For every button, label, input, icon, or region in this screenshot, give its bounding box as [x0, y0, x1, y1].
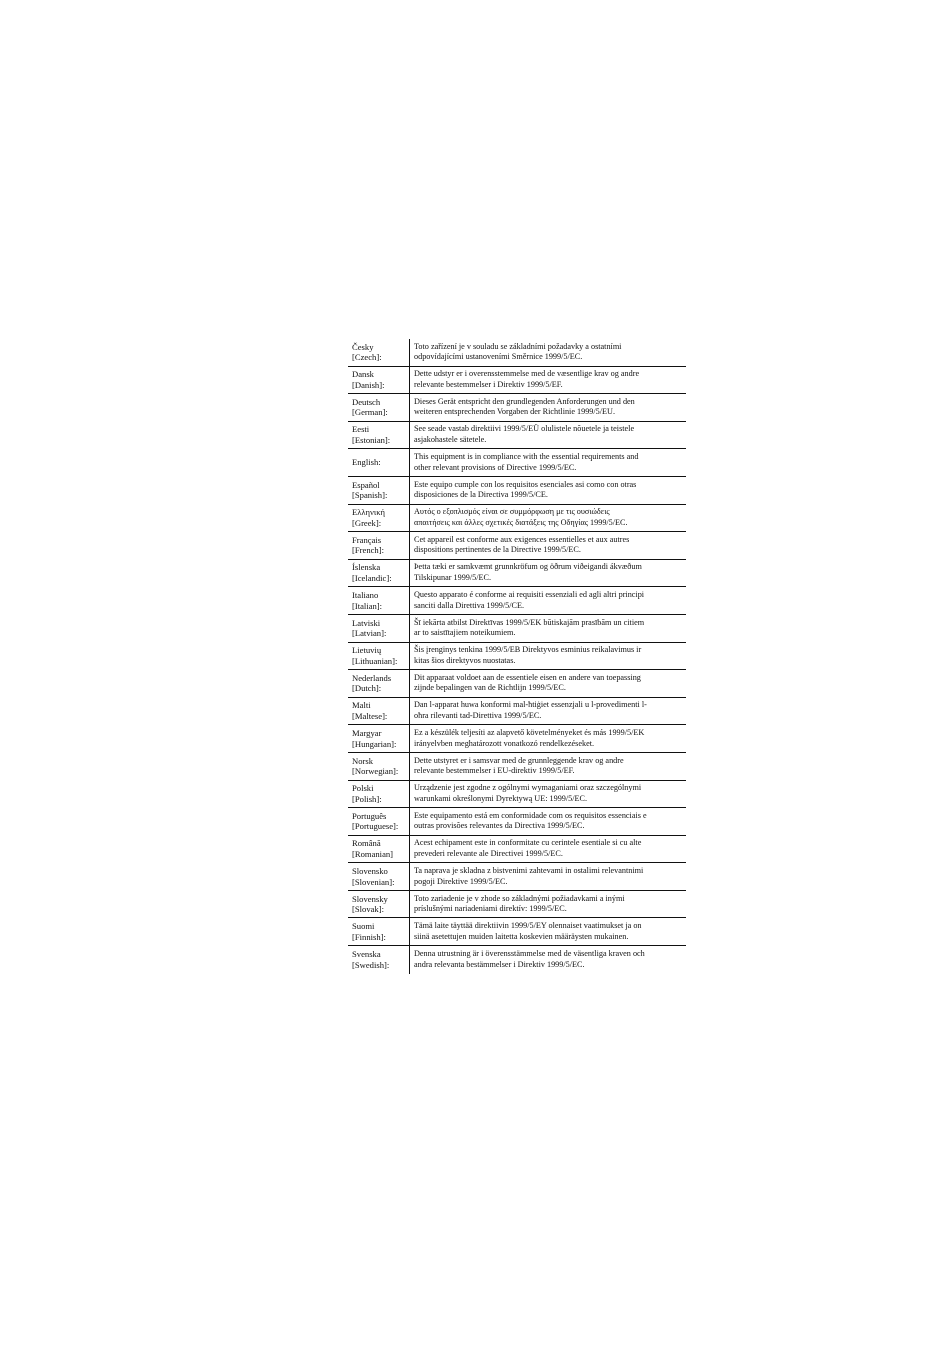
statement-line: Ta naprava je skladna z bistvenimi zahtevami in ostalimi relevantnimi — [414, 865, 644, 875]
language-cell — [348, 946, 409, 974]
language-cell — [348, 753, 409, 780]
compliance-statement — [410, 532, 686, 559]
language-name: Norsk — [352, 755, 374, 766]
language-name: Slovensky — [352, 893, 388, 904]
table-row — [348, 532, 686, 560]
language-tag: [Hungarian]: — [352, 738, 397, 749]
language-name: Suomi — [352, 921, 375, 932]
language-cell — [348, 560, 409, 587]
compliance-statement — [410, 946, 686, 974]
compliance-table — [348, 339, 686, 974]
language-name: Česky — [352, 341, 374, 352]
statement-line: pogoji Direktive 1999/5/EC. — [414, 876, 508, 886]
table-row — [348, 339, 686, 367]
language-tag: [Estonian]: — [352, 435, 391, 446]
table-row — [348, 560, 686, 588]
language-tag: [Norwegian]: — [352, 766, 399, 777]
language-name: Eesti — [352, 424, 370, 435]
compliance-statement — [410, 753, 686, 780]
language-name: Nederlands — [352, 672, 392, 683]
table-row — [348, 449, 686, 477]
compliance-statement — [410, 449, 686, 476]
table-row — [348, 725, 686, 753]
language-cell — [348, 367, 409, 394]
language-tag: [Slovak]: — [352, 904, 384, 915]
statement-line: outras provisões relevantes da Directiva 1999/5/EC. — [414, 821, 585, 831]
table-row — [348, 946, 686, 974]
statement-line: Dette utstyret er i samsvar med de grunnleggende krav og andre — [414, 755, 624, 765]
language-name: Italiano — [352, 590, 379, 601]
compliance-statement — [410, 422, 686, 449]
statement-line: kitas šios direktyvos nuostatas. — [414, 655, 516, 665]
statement-line: sanciti dalla Direttiva 1999/5/CE. — [414, 600, 525, 610]
language-tag: [Latvian]: — [352, 628, 387, 639]
statement-line: Þetta tæki er samkvæmt grunnkröfum og öðrum viðeigandi ákvæðum — [414, 562, 642, 572]
statement-line: Urządzenie jest zgodne z ogólnymi wymaganiami oraz szczególnymi — [414, 783, 642, 793]
language-name: Malti — [352, 700, 371, 711]
language-tag: [German]: — [352, 407, 388, 418]
statement-line: oħra rilevanti tad-Direttiva 1999/5/EC. — [414, 711, 542, 721]
language-cell — [348, 863, 409, 890]
compliance-statement — [410, 698, 686, 725]
compliance-statement — [410, 505, 686, 532]
language-name: Polski — [352, 783, 374, 794]
language-tag: [Romanian] — [352, 848, 394, 859]
language-tag: [Maltese]: — [352, 711, 388, 722]
language-cell — [348, 725, 409, 752]
statement-line: asjakohastele sätetele. — [414, 435, 487, 445]
table-row — [348, 505, 686, 533]
statement-line: Dieses Gerät entspricht den grundlegenden Anforderungen und den — [414, 396, 635, 406]
language-name: Deutsch — [352, 396, 381, 407]
table-row — [348, 367, 686, 395]
statement-line: Toto zařízení je v souladu se základními požadavky a ostatními — [414, 341, 622, 351]
compliance-statement — [410, 725, 686, 752]
table-row — [348, 918, 686, 946]
table-row — [348, 477, 686, 505]
statement-line: Questo apparato é conforme ai requisiti essenziali ed agli altri principi — [414, 590, 645, 600]
language-cell — [348, 422, 409, 449]
language-name: Português — [352, 810, 387, 821]
statement-line: Dan l-apparat huwa konformi mal-ħtiġiet essenzjali u l-provedimenti l- — [414, 700, 647, 710]
language-cell — [348, 808, 409, 835]
statement-line: odpovídajícími ustanoveními Směrnice 1999/5/EC. — [414, 352, 583, 362]
table-row — [348, 615, 686, 643]
statement-line: Denna utrustning är i överensstämmelse med de väsentliga kraven och — [414, 949, 645, 959]
language-tag: [Slovenian]: — [352, 876, 395, 887]
language-name: Español — [352, 479, 380, 490]
statement-line: Tämä laite täyttää direktiivin 1999/5/EY olennaiset vaatimukset ja on — [414, 921, 642, 931]
statement-line: Toto zariadenie je v zhode so základnými požiadavkami a inými — [414, 893, 625, 903]
statement-line: weiteren entsprechenden Vorgaben der Richtlinie 1999/5/EU. — [414, 407, 615, 417]
table-row — [348, 643, 686, 671]
language-tag: [Portuguese]: — [352, 821, 399, 832]
statement-line: dispositions pertinentes de la Directive 1999/5/EC. — [414, 545, 581, 555]
language-cell — [348, 615, 409, 642]
language-cell — [348, 836, 409, 863]
compliance-statement — [410, 587, 686, 614]
compliance-statement — [410, 560, 686, 587]
compliance-statement — [410, 394, 686, 421]
compliance-statement — [410, 477, 686, 504]
statement-line: Este equipo cumple con los requisitos esenciales asi como con otras — [414, 479, 637, 489]
statement-line: Αυτός ο εξοπλισμός είναι σε συμμόρφωση με τις ουσιώδεις — [414, 507, 610, 517]
compliance-statement — [410, 670, 686, 697]
language-name: Svenska — [352, 949, 381, 960]
statement-line: andra relevanta bestämmelser i Direktiv 1999/5/EC. — [414, 959, 585, 969]
statement-line: Tilskipunar 1999/5/EC. — [414, 573, 492, 583]
statement-line: απαιτήσεις και άλλες σχετικές διατάξεις της Οδηγίας 1999/5/EC. — [414, 517, 628, 527]
language-name: Français — [352, 534, 382, 545]
language-tag: [Lithuanian]: — [352, 655, 398, 666]
statement-line: relevante bestemmelser i EU-direktiv 1999/5/EF. — [414, 766, 575, 776]
statement-line: See seade vastab direktiivi 1999/5/EÜ olulistele nõuetele ja teistele — [414, 424, 635, 434]
table-row — [348, 753, 686, 781]
compliance-statement — [410, 863, 686, 890]
language-name: Lietuvių — [352, 645, 382, 656]
table-row — [348, 422, 686, 450]
table-row — [348, 670, 686, 698]
language-name: Ελληνική — [352, 507, 386, 518]
language-tag: [Finnish]: — [352, 931, 386, 942]
table-row — [348, 891, 686, 919]
statement-line: Ez a készülék teljesíti az alapvető követelményeket és más 1999/5/EK — [414, 728, 645, 738]
statement-line: disposiciones de la Directiva 1999/5/CE. — [414, 490, 548, 500]
language-cell — [348, 918, 409, 945]
language-cell — [348, 505, 409, 532]
statement-line: Šī iekārta atbilst Direktīvas 1999/5/EK būtiskajām prasībām un citiem — [414, 617, 645, 627]
compliance-statement — [410, 781, 686, 808]
compliance-statement — [410, 918, 686, 945]
language-tag: [Polish]: — [352, 793, 382, 804]
language-cell — [348, 532, 409, 559]
compliance-statement — [410, 615, 686, 642]
language-tag: [Spanish]: — [352, 490, 388, 501]
language-tag: [Icelandic]: — [352, 573, 392, 584]
language-tag: [Danish]: — [352, 379, 385, 390]
statement-line: Dette udstyr er i overensstemmelse med de væsentlige krav og andre — [414, 369, 640, 379]
statement-line: zijnde bepalingen van de Richtlijn 1999/5/EC. — [414, 683, 566, 693]
statement-line: warunkami określonymi Dyrektywą UE: 1999/5/EC. — [414, 793, 588, 803]
statement-line: relevante bestemmelser i Direktiv 1999/5/EF. — [414, 379, 563, 389]
language-cell — [348, 477, 409, 504]
compliance-statement — [410, 836, 686, 863]
statement-line: prevederi relevante ale Directivei 1999/5/EC. — [414, 848, 563, 858]
table-row — [348, 587, 686, 615]
statement-line: Šis įrenginys tenkina 1999/5/EB Direktyvos esminius reikalavimus ir — [414, 645, 642, 655]
language-name: Dansk — [352, 369, 374, 380]
language-tag: [Dutch]: — [352, 683, 382, 694]
statement-line: Este equipamento está em conformidade com os requisitos essenciais e — [414, 810, 647, 820]
language-cell — [348, 449, 409, 476]
language-tag: [Italian]: — [352, 600, 383, 611]
language-cell — [348, 891, 409, 918]
language-cell — [348, 643, 409, 670]
statement-line: siinä asetettujen muiden laitetta koskevien määräysten mukainen. — [414, 931, 629, 941]
table-row — [348, 698, 686, 726]
statement-line: other relevant provisions of Directive 1999/5/EC. — [414, 462, 577, 472]
compliance-statement — [410, 808, 686, 835]
language-name: Română — [352, 838, 381, 849]
table-row — [348, 781, 686, 809]
language-tag: [Greek]: — [352, 517, 382, 528]
statement-line: Dit apparaat voldoet aan de essentiele eisen en andere van toepassing — [414, 672, 641, 682]
compliance-statement — [410, 367, 686, 394]
language-cell — [348, 670, 409, 697]
compliance-statement — [410, 891, 686, 918]
language-cell — [348, 394, 409, 421]
statement-line: This equipment is in compliance with the essential requirements and — [414, 452, 639, 462]
compliance-statement — [410, 339, 686, 366]
language-cell — [348, 781, 409, 808]
language-tag: [Swedish]: — [352, 959, 390, 970]
language-cell — [348, 698, 409, 725]
language-cell — [348, 339, 409, 366]
statement-line: ar to saistītajiem noteikumiem. — [414, 628, 516, 638]
statement-line: príslušnými nariadeniami direktív: 1999/5/EC. — [414, 904, 567, 914]
language-tag: [French]: — [352, 545, 384, 556]
table-row — [348, 836, 686, 864]
statement-line: irányelvben meghatározott vonatkozó rendelkezéseket. — [414, 738, 595, 748]
language-name: Margyar — [352, 728, 382, 739]
language-name: Íslenska — [352, 562, 381, 573]
compliance-statement — [410, 643, 686, 670]
language-cell — [348, 587, 409, 614]
language-tag: [Czech]: — [352, 352, 382, 363]
language-name: Slovensko — [352, 865, 388, 876]
language-name: Latviski — [352, 617, 381, 628]
table-row — [348, 394, 686, 422]
statement-line: Cet appareil est conforme aux exigences essentielles et aux autres — [414, 534, 630, 544]
table-row — [348, 808, 686, 836]
statement-line: Acest echipament este in conformitate cu cerintele esentiale si cu alte — [414, 838, 642, 848]
language-name: English: — [352, 457, 381, 468]
table-row — [348, 863, 686, 891]
